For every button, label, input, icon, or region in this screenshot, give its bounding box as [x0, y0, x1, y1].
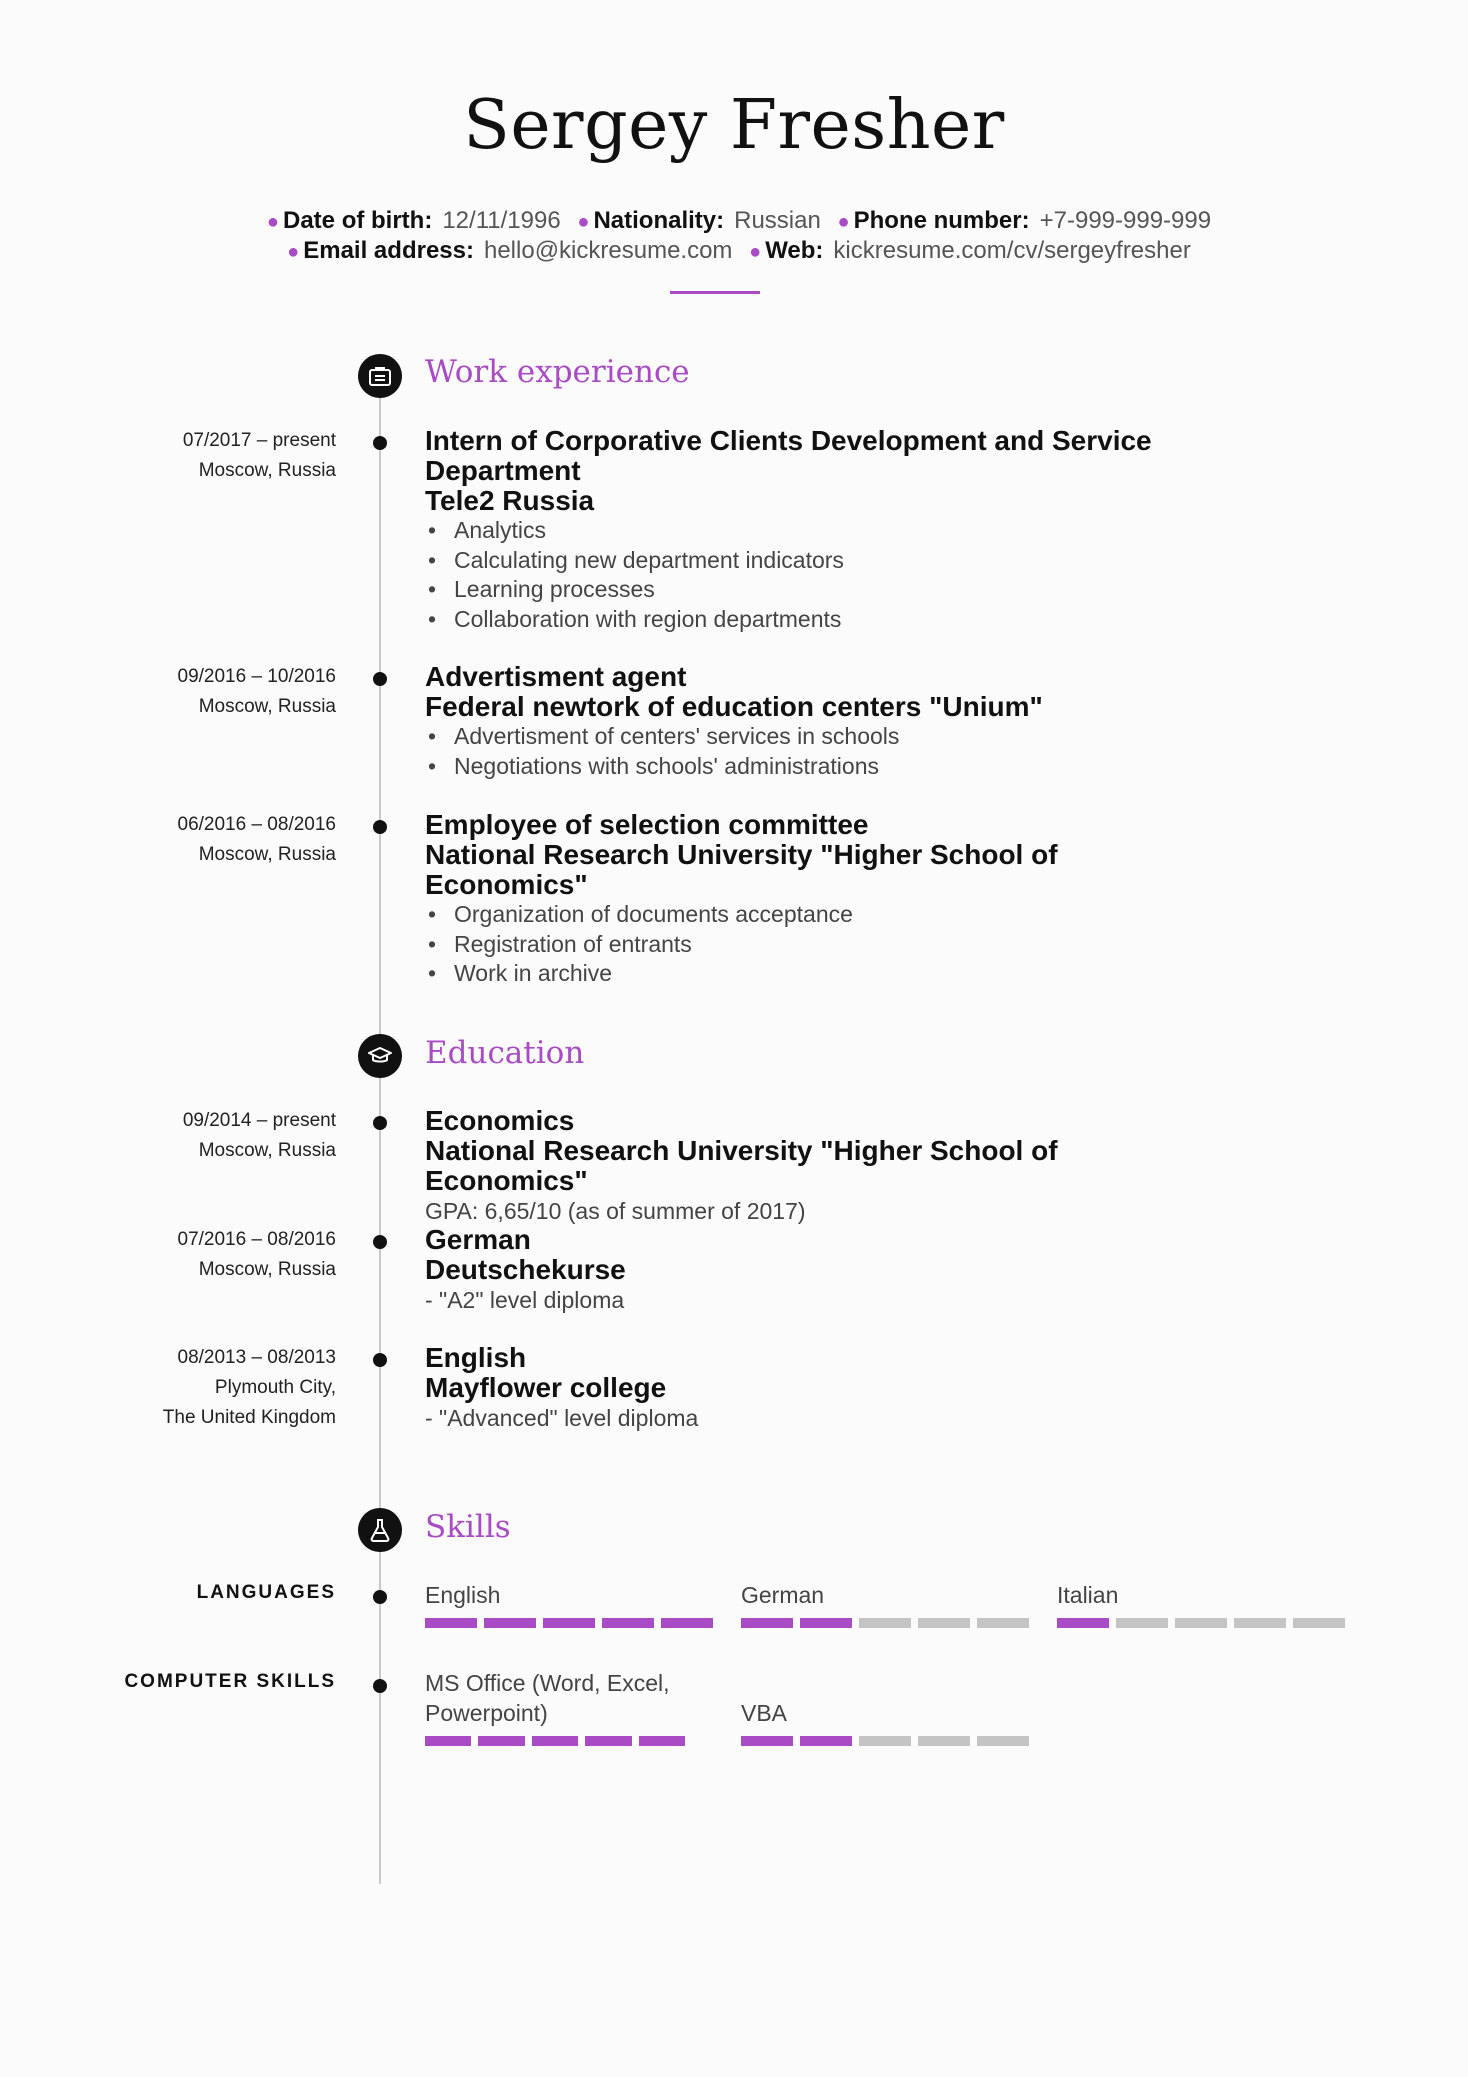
skill-segment-filled [800, 1618, 852, 1628]
skill-segment-filled [800, 1736, 852, 1746]
entry-org: National Research University "Higher School of Economics" [425, 839, 1058, 900]
skill-segment-empty [918, 1618, 970, 1628]
skill-segment-filled [741, 1618, 793, 1628]
contact-value[interactable]: hello@kickresume.com [483, 237, 733, 264]
entry-meta [178, 1225, 337, 1285]
list-item: • Learning processes [425, 575, 1205, 605]
contact-label: Date of birth: [283, 207, 433, 234]
contact-label: Phone number: [853, 207, 1030, 234]
entry-title: English [425, 1342, 527, 1373]
entry-title: Economics [425, 1105, 575, 1136]
entry-org: Deutschekurse [425, 1254, 626, 1285]
list-item: • Collaboration with region departments [425, 605, 1205, 635]
entry-place: Moscow, Russia [198, 1140, 336, 1161]
skill-segment-filled [602, 1618, 654, 1628]
skill-item [425, 1580, 725, 1628]
entry-org: National Research University "Higher School of Economics" [425, 1135, 1058, 1196]
timeline-dot [373, 1353, 387, 1367]
entry-date: 09/2014 – present [182, 1110, 336, 1131]
entry-title: Employee of selection committee [425, 809, 869, 840]
skill-segment-filled [585, 1736, 631, 1746]
skill-name: Italian [1057, 1582, 1119, 1608]
contact-web [739, 237, 1191, 264]
skill-item [425, 1668, 685, 1746]
skill-segment-filled [484, 1618, 536, 1628]
skill-category-languages: LANGUAGES [196, 1582, 336, 1603]
entry-meta [183, 426, 336, 486]
entry-bullets [425, 722, 1205, 781]
entry-place: Moscow, Russia [198, 696, 336, 717]
contact-label: Web: [765, 237, 824, 264]
briefcase-icon [358, 354, 402, 398]
skill-name: English [425, 1582, 501, 1608]
skill-level-bar [1057, 1618, 1357, 1628]
skill-category-computer: COMPUTER SKILLS [124, 1671, 336, 1692]
candidate-name: Sergey Fresher [463, 86, 1005, 165]
contact-value[interactable]: kickresume.com/cv/sergeyfresher [833, 237, 1191, 264]
list-item: • Calculating new department indicators [425, 546, 1205, 576]
work-entry [425, 662, 1205, 781]
contact-value: Russian [734, 207, 821, 234]
timeline-dot [373, 1235, 387, 1249]
list-item: • Negotiations with schools' administrations [425, 752, 1205, 782]
bullet-icon: ● [749, 241, 762, 263]
entry-org: Federal newtork of education centers "Unium" [425, 691, 1043, 722]
skill-segment-empty [1116, 1618, 1168, 1628]
education-entry [425, 1106, 1205, 1226]
skill-segment-filled [661, 1618, 713, 1628]
entry-title: German [425, 1224, 531, 1255]
skill-segment-empty [918, 1736, 970, 1746]
entry-place-line2: The United Kingdom [162, 1407, 336, 1428]
skill-name: VBA [741, 1700, 788, 1726]
graduation-cap-icon [358, 1034, 402, 1078]
flask-icon [358, 1508, 402, 1552]
skill-segment-filled [1057, 1618, 1109, 1628]
entry-meta [178, 810, 337, 870]
bullet-icon: ● [266, 211, 279, 233]
skill-level-bar [741, 1736, 1041, 1746]
entry-note: - "A2" level diploma [425, 1287, 625, 1313]
header-divider [670, 291, 760, 294]
entry-note: - "Advanced" level diploma [425, 1405, 699, 1431]
entry-meta [178, 662, 337, 722]
entry-org: Mayflower college [425, 1372, 667, 1403]
entry-date: 07/2016 – 08/2016 [177, 1229, 336, 1250]
contact-label: Nationality: [593, 207, 725, 234]
contact-nationality [567, 207, 821, 234]
entry-date: 06/2016 – 08/2016 [177, 814, 336, 835]
skill-segment-filled [543, 1618, 595, 1628]
work-entry [425, 810, 1205, 989]
skill-item [741, 1698, 1041, 1746]
skill-level-bar [425, 1618, 725, 1628]
skill-segment-empty [1234, 1618, 1286, 1628]
skill-segment-empty [1293, 1618, 1345, 1628]
entry-bullets [425, 516, 1205, 634]
education-entry [425, 1343, 1205, 1433]
entry-date: 07/2017 – present [182, 430, 336, 451]
entry-place: Plymouth City, [214, 1377, 336, 1398]
entry-place: Moscow, Russia [198, 460, 336, 481]
entry-bullets [425, 900, 1205, 989]
education-entry [425, 1225, 1205, 1315]
contact-line-1 [0, 207, 1468, 235]
skill-segment-filled [478, 1736, 524, 1746]
list-item: • Registration of entrants [425, 930, 1205, 960]
contact-value: 12/11/1996 [442, 207, 561, 234]
skill-segment-empty [859, 1736, 911, 1746]
list-item: • Analytics [425, 516, 1205, 546]
skill-level-bar [425, 1736, 685, 1746]
contact-value: +7-999-999-999 [1039, 207, 1212, 234]
list-item: • Work in archive [425, 959, 1205, 989]
timeline-dot [373, 820, 387, 834]
timeline-dot [373, 672, 387, 686]
section-title-education: Education [425, 1035, 585, 1071]
timeline-dot [373, 1590, 387, 1604]
skill-item [1057, 1580, 1357, 1628]
entry-place: Moscow, Russia [198, 844, 336, 865]
entry-org: Tele2 Russia [425, 485, 595, 516]
entry-title: Intern of Corporative Clients Development and Service Department [425, 425, 1152, 486]
contact-birth [257, 207, 561, 234]
bullet-icon: ● [287, 241, 300, 263]
skill-segment-filled [639, 1736, 685, 1746]
section-title-work: Work experience [425, 354, 690, 390]
entry-meta [163, 1343, 336, 1433]
entry-date: 09/2016 – 10/2016 [177, 666, 336, 687]
contact-label: Email address: [303, 237, 474, 264]
list-item: • Organization of documents acceptance [425, 900, 1205, 930]
skill-level-bar [741, 1618, 1041, 1628]
skill-segment-empty [859, 1618, 911, 1628]
skill-segment-filled [425, 1736, 471, 1746]
skill-segment-filled [532, 1736, 578, 1746]
list-item: • Advertisment of centers' services in schools [425, 722, 1205, 752]
contact-phone [828, 207, 1212, 234]
skill-segment-filled [425, 1618, 477, 1628]
skill-segment-filled [741, 1736, 793, 1746]
skill-item [741, 1580, 1041, 1628]
entry-place: Moscow, Russia [198, 1259, 336, 1280]
timeline-dot [373, 1679, 387, 1693]
entry-date: 08/2013 – 08/2013 [177, 1347, 336, 1368]
skill-segment-empty [977, 1618, 1029, 1628]
bullet-icon: ● [837, 211, 850, 233]
contact-email [277, 237, 732, 264]
entry-title: Advertisment agent [425, 661, 687, 692]
entry-note: GPA: 6,65/10 (as of summer of 2017) [425, 1198, 806, 1224]
skill-segment-empty [1175, 1618, 1227, 1628]
entry-meta [183, 1106, 336, 1166]
contact-line-2 [0, 237, 1468, 265]
skill-name: German [741, 1582, 825, 1608]
skill-segment-empty [977, 1736, 1029, 1746]
timeline-dot [373, 436, 387, 450]
timeline-dot [373, 1116, 387, 1130]
skill-name: MS Office (Word, Excel, Powerpoint) [425, 1670, 670, 1726]
work-entry [425, 426, 1205, 634]
bullet-icon: ● [577, 211, 590, 233]
section-title-skills: Skills [425, 1509, 511, 1545]
